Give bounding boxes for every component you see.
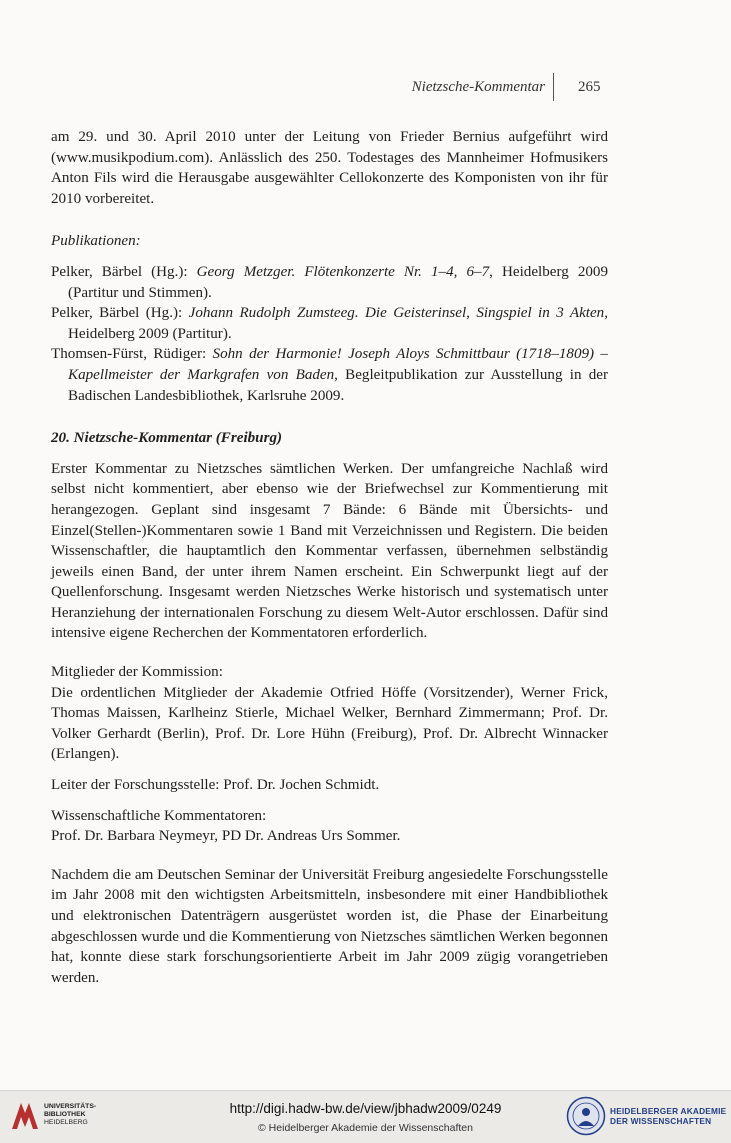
publication-details: Begleitpublikation zur Ausstellung in der Badischen Landesbibliothek, Karlsruhe 2009. <box>68 366 608 404</box>
closing-paragraph: Nachdem die am Deutschen Seminar der Universität Freiburg angesiedelte Forschungsstelle im Jahr 2008 mit den wichtigsten Arbeitsmitteln, insbesondere mit einer Handbibliothek und elektronischen Datenträgern ausgerüstet worden ist, die Phase der Einarbeitung abgeschlossen wurde und die Kommentierung von Nietzsches sämtlichen Werken begonnen hat, konnte diese stark forschungsorientierte Arbeit im Jahr 2009 zügig vorangetrieben werden. <box>51 866 608 986</box>
header-divider <box>553 73 554 101</box>
publication-author: Thomsen-Fürst, Rüdiger: <box>51 346 213 363</box>
academy-seal-icon <box>566 1096 606 1136</box>
permalink-url[interactable]: http://digi.hadw-bw.de/view/jbhadw2009/0249 <box>229 1101 502 1116</box>
publication-author: Pelker, Bärbel (Hg.): <box>51 305 189 322</box>
publication-entry <box>51 344 608 406</box>
publication-author: Pelker, Bärbel (Hg.): <box>51 263 197 280</box>
publications-label: Publikationen: <box>51 233 141 250</box>
section-description: Erster Kommentar zu Nietzsches sämtlichen Werken. Der umfangreiche Nachlaß wird selbst nicht kommentiert, aber ebenso wie der Briefwechsel zur Kommentierung mit herangezogen. Geplant sind insgesamt 7 Bände: 6 Bände mit Übersichts- und Einzel(Stellen-)Kommentaren sowie 1 Band mit Verzeichnissen und Registern. Die beiden Wissenschaftler, die hauptamtlich den Kommentar verfassen, übernehmen selbständig jeweils einen Band, der unter ihrem Namen erscheint. Ein Schwerpunkt liegt auf der Quellenforschung. Insgesamt werden Nietzsches Werke historisch und systematisch unter Heranziehung der internationalen Forschung zu diesem Welt-Autor erschlossen. Dafür sind intensive eigene Recherchen der Kommentatoren erforderlich. <box>51 460 608 642</box>
library-name: UNIVERSITÄTS- BIBLIOTHEK HEIDELBERG <box>44 1103 97 1126</box>
members-label: Mitglieder der Kommission: <box>51 664 223 681</box>
publication-details: Heidelberg 2009 (Partitur). <box>68 325 232 342</box>
members-text: Die ordentlichen Mitglieder der Akademie Otfried Höffe (Vorsitzender), Werner Frick, Thomas Maissen, Karlheinz Stierle, Michael Welker, Bernhard Zimmermann; Prof. Dr. Volker Gerhardt (Berlin), Prof. Dr. Lore Hühn (Freiburg), Prof. Dr. Albrecht Winnacker (Erlangen). <box>51 684 608 763</box>
viewer-footer <box>0 1090 731 1143</box>
publication-entry <box>51 303 608 344</box>
page-number: 265 <box>578 79 601 95</box>
commentators-label: Wissenschaftliche Kommentatoren: <box>51 807 267 824</box>
publication-entry <box>51 262 608 303</box>
publication-title: Georg Metzger. Flötenkonzerte Nr. 1–4, 6–7 <box>196 263 490 280</box>
running-head <box>0 79 731 101</box>
copyright-notice: © Heidelberger Akademie der Wissenschaften <box>258 1122 473 1134</box>
publication-title: Sohn der Harmonie! Joseph Aloys Schmittbaur (1718–1809) – Kapellmeister der Markgrafen von Baden, <box>68 346 608 383</box>
commentators-text: Prof. Dr. Barbara Neymeyr, PD Dr. Andreas Urs Sommer. <box>51 828 401 845</box>
body-text <box>51 127 608 988</box>
section-heading: 20. Nietzsche-Kommentar (Freiburg) <box>51 430 283 447</box>
intro-paragraph: am 29. und 30. April 2010 unter der Leitung von Frieder Bernius aufgeführt wird (www.musikpodium.com). Anlässlich des 250. Todestages des Mannheimer Hofmusikers Anton Fils wird die Herausgabe ausgewählter Cellokonzerte des Komponisten von ihr für 2010 vorbereitet. <box>51 129 608 207</box>
academy-name: HEIDELBERGER AKADEMIE DER WISSENSCHAFTEN <box>610 1106 727 1126</box>
research-leader: Leiter der Forschungsstelle: Prof. Dr. Jochen Schmidt. <box>51 777 380 794</box>
running-title: Nietzsche-Kommentar <box>411 79 545 95</box>
publication-title: Johann Rudolph Zumsteeg. Die Geisterinsel, Singspiel in 3 Akten, <box>188 305 608 322</box>
publication-details: , Heidelberg 2009 (Partitur und Stimmen). <box>68 263 609 301</box>
